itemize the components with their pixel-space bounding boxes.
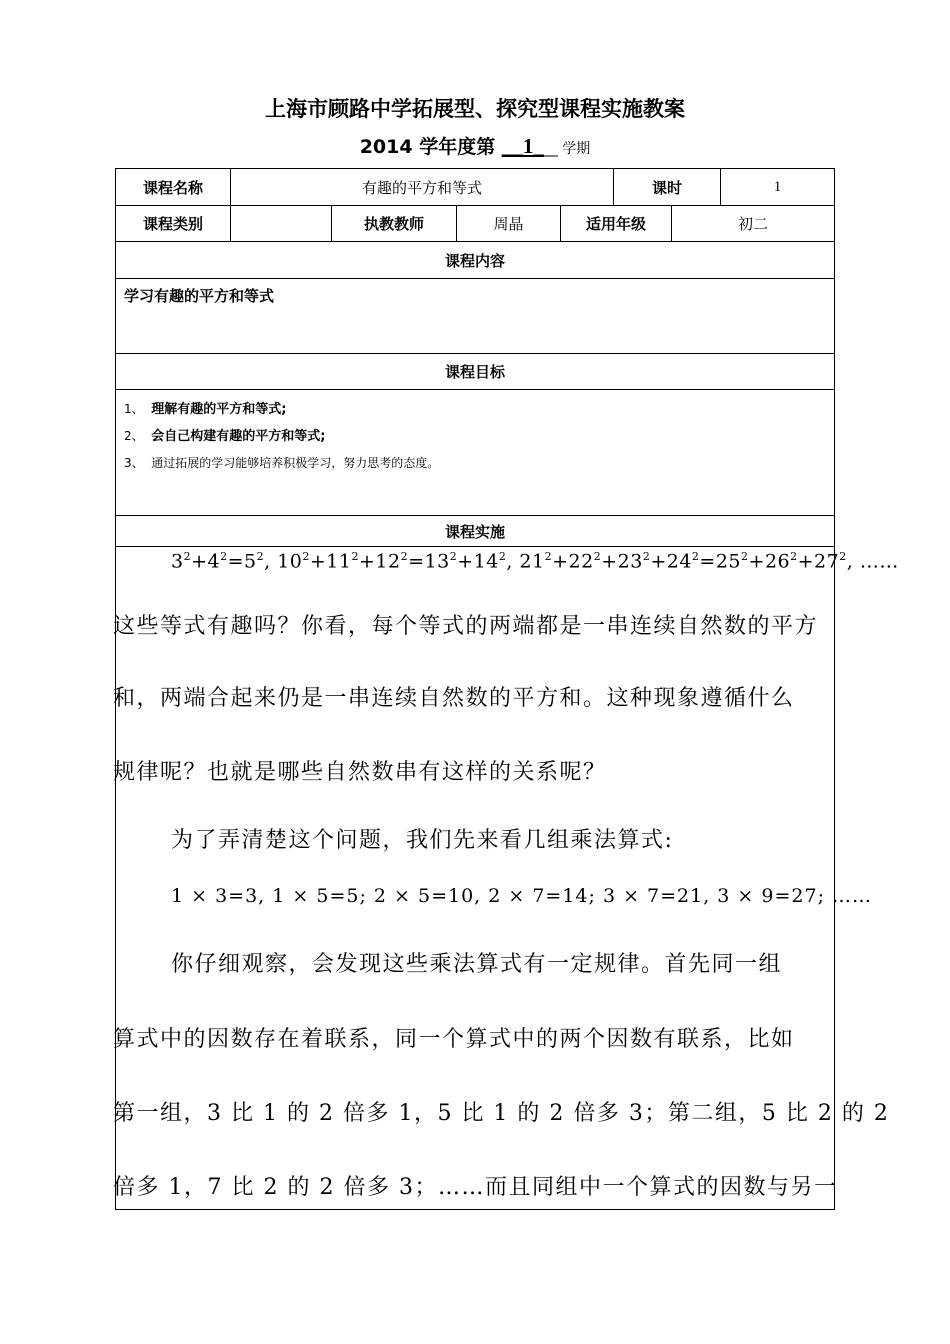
implementation-header: 课程实施 — [115, 515, 835, 547]
goals-list — [115, 389, 835, 516]
goal-number: 2、 — [124, 429, 144, 443]
goal-item — [124, 396, 834, 423]
category-value — [230, 205, 332, 242]
category-label: 课程类别 — [115, 205, 231, 242]
paragraph-line: 规律呢？也就是哪些自然数串有这样的关系呢？ — [113, 760, 607, 785]
goal-item — [124, 423, 834, 450]
goal-number: 3、 — [124, 456, 144, 470]
goal-text: 理解有趣的平方和等式; — [151, 402, 287, 417]
hours-label: 课时 — [613, 168, 721, 206]
semester-line — [0, 132, 950, 159]
teacher-value: 周晶 — [456, 205, 561, 242]
semester-number: __1_ — [501, 134, 544, 158]
paragraph-line: 算式中的因数存在着联系，同一个算式中的两个因数有联系，比如 — [113, 1027, 795, 1052]
grade-value: 初二 — [671, 205, 835, 242]
teacher-label: 执教教师 — [331, 205, 457, 242]
paragraph-line: 和，两端合起来仍是一串连续自然数的平方和。这种现象遵循什么 — [113, 686, 795, 711]
grade-label: 适用年级 — [560, 205, 672, 242]
paragraph-line: 为了弄清楚这个问题，我们先来看几组乘法算式: — [171, 828, 674, 853]
paragraph-line: 第一组，3 比 1 的 2 倍多 1，5 比 1 的 2 倍多 3；第二组，5 比 2 的 2 — [113, 1101, 890, 1126]
goal-text: 通过拓展的学习能够培养积极学习，努力思考的态度。 — [151, 456, 440, 470]
goals-header: 课程目标 — [115, 353, 835, 390]
goal-text: 会自己构建有趣的平方和等式; — [151, 429, 326, 444]
multiplication-line: 1 × 3=3, 1 × 5=5; 2 × 5=10, 2 × 7=14; 3 × 7=21, 3 × 9=27; …… — [171, 885, 873, 907]
goal-item — [124, 450, 834, 476]
content-text: 学习有趣的平方和等式 — [115, 278, 835, 354]
document-title: 上海市顾路中学拓展型、探究型课程实施教案 — [265, 97, 685, 121]
semester-suffix: __ 学期 — [543, 141, 591, 157]
hours-value: 1 — [720, 168, 835, 206]
course-name-value: 有趣的平方和等式 — [230, 168, 614, 206]
course-name-label: 课程名称 — [115, 168, 231, 206]
year-prefix: 2014 学年度第 — [359, 136, 496, 158]
goal-number: 1、 — [124, 402, 144, 416]
equation-line: $3^2+4^2=5^2$, $10^2+11^2+12^2=13^2+14^2$, $21^2+22^2+23^2+24^2=25^2+26^2+27^2$, …… — [171, 550, 899, 573]
content-header: 课程内容 — [115, 241, 835, 279]
paragraph-line: 倍多 1，7 比 2 的 2 倍多 3；……而且同组中一个算式的因数与另一 — [113, 1175, 838, 1200]
paragraph-line: 这些等式有趣吗？你看，每个等式的两端都是一串连续自然数的平方 — [113, 614, 819, 639]
paragraph-line: 你仔细观察，会发现这些乘法算式有一定规律。首先同一组 — [171, 952, 783, 977]
